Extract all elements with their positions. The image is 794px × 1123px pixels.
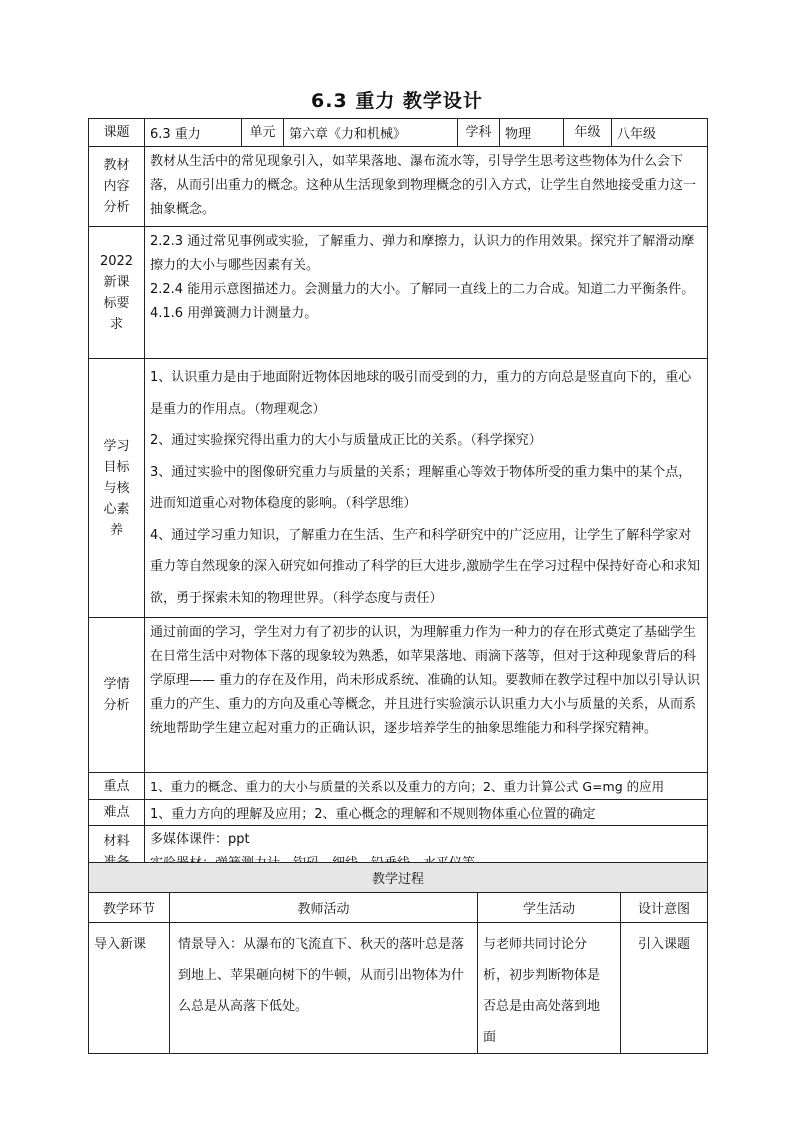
- material-analysis-text: 教材从生活中的常见现象引入，如苹果落地、瀑布流水等，引导学生思考这些物体为什么会下落，从而引出重力的概念。这种从生活现象到物理概念的引入方式，让学生自然地接受重力这一抽象概念。: [145, 147, 708, 227]
- key-points-row: [89, 773, 708, 800]
- topic-label: 课题: [89, 119, 145, 147]
- difficulties-row: [89, 800, 708, 826]
- material-analysis-row: [89, 147, 708, 227]
- goals-row: [89, 359, 708, 618]
- unit-value: 第六章《力和机械》: [284, 119, 458, 147]
- curriculum-item: 4.1.6 用弹簧测力计测量力。: [150, 306, 318, 321]
- goal-item: 1、认识重力是由于地面附近物体因地球的吸引而受到的力，重力的方向总是竖直向下的，重心是重力的作用点。（物理观念）: [150, 370, 692, 417]
- process-row: [89, 923, 708, 1054]
- goals-label: 学习 目标 与核 心素 养: [89, 359, 145, 618]
- key-points-label: 重点: [89, 773, 145, 800]
- process-stage: 导入新课: [89, 923, 170, 1054]
- process-student: 与老师共同讨论分析，初步判断物体是否总是由高处落到地面: [478, 923, 621, 1054]
- grade-label: 年级: [564, 119, 612, 147]
- goals-text: [145, 359, 708, 618]
- column-stage: 教学环节: [89, 893, 170, 923]
- materials-item: 多媒体课件：ppt: [150, 832, 250, 847]
- learner-analysis-text: 通过前面的学习，学生对力有了初步的认识，为理解重力作为一种力的存在形式奠定了基础学生在日常生活中对物体下落的现象较为熟悉，如苹果落地、雨滴下落等，但对于这种现象背后的科学原理—— 重力的存在及作用，尚未形成系统、准确的认知。要教师在教学过程中加以引导认识重力的产生、重力的方向及重心等概念，并且进行实验演示认识重力大小与质量的关系，从而系统地帮助学生建立起对重力的正确认识，逐步培养学生的抽象思维能力和科学探究精神。: [145, 618, 708, 773]
- material-analysis-label: 教材 内容 分析: [89, 147, 145, 227]
- goal-item: 3、通过实验中的图像研究重力与质量的关系；理解重心等效于物体所受的重力集中的某个点，进而知道重心对物体稳度的影响。（科学思维）: [150, 464, 692, 511]
- curriculum-item: 2.2.3 通过常见事例或实验，了解重力、弹力和摩擦力，认识力的作用效果。探究并了解滑动摩擦力的大小与哪些因素有关。: [150, 234, 695, 273]
- process-heading-row: [89, 863, 708, 893]
- process-columns-row: [89, 893, 708, 923]
- process-table: [88, 862, 708, 1054]
- column-student: 学生活动: [478, 893, 621, 923]
- difficulties-text: 1、重力方向的理解及应用；2、重心概念的理解和不规则物体重心位置的确定: [145, 800, 708, 826]
- page-title: 6.3 重力 教学设计: [311, 90, 483, 112]
- learner-analysis-label: 学情 分析: [89, 618, 145, 773]
- process-intent: 引入课题: [621, 923, 708, 1054]
- subject-value: 物理: [500, 119, 564, 147]
- goal-item: 2、通过实验探究得出重力的大小与质量成正比的关系。（科学探究）: [150, 433, 542, 448]
- unit-label: 单元: [242, 119, 284, 147]
- curriculum-text: [145, 227, 708, 359]
- learner-analysis-row: [89, 618, 708, 773]
- curriculum-item: 2.2.4 能用示意图描述力。会测量力的大小。了解同一直线上的二力合成。知道二力平衡条件。: [150, 282, 695, 297]
- column-intent: 设计意图: [621, 893, 708, 923]
- topic-value: 6.3 重力: [145, 119, 242, 147]
- process-teacher: 情景导入：从瀑布的飞流直下、秋天的落叶总是落到地上、苹果砸向树下的牛顿，从而引出物体为什么总是从高落下低处。: [170, 923, 478, 1054]
- goal-item: 4、通过学习重力知识，了解重力在生活、生产和科学研究中的广泛应用，让学生了解科学家对重力等自然现象的深入研究如何推动了科学的巨大进步,激励学生在学习过程中保持好奇心和求知欲，勇于探索未知的物理世界。（科学态度与责任）: [150, 527, 701, 606]
- difficulties-label: 难点: [89, 800, 145, 826]
- subject-label: 学科: [458, 119, 500, 147]
- process-heading: 教学过程: [89, 863, 708, 893]
- materials-label: 材料: [89, 826, 145, 879]
- header-row: [89, 119, 708, 147]
- curriculum-row: [89, 227, 708, 359]
- lesson-plan-table: [88, 118, 708, 879]
- grade-value: 八年级: [612, 119, 708, 147]
- curriculum-label: 2022 新课 标要 求: [89, 227, 145, 359]
- column-teacher: 教师活动: [170, 893, 478, 923]
- key-points-text: 1、重力的概念、重力的大小与质量的关系以及重力的方向；2、重力计算公式 G=mg 的应用: [145, 773, 708, 800]
